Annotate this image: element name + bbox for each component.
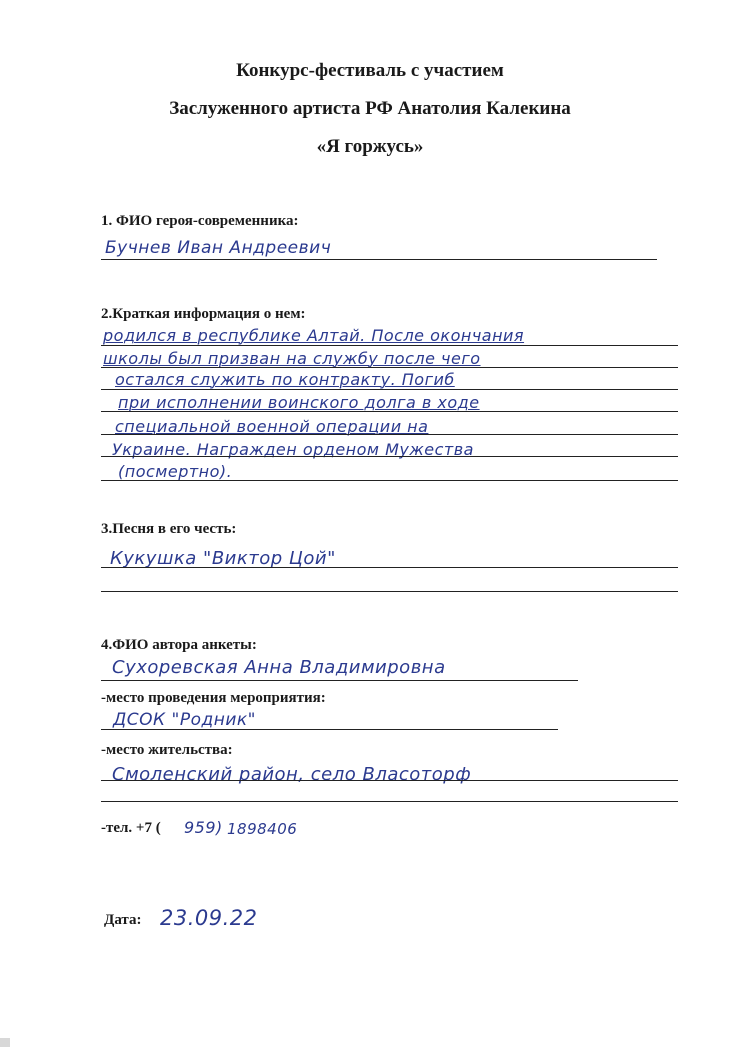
hero-name-answer: Бучнев Иван Андреевич [105, 238, 332, 258]
info-rule-6 [101, 456, 678, 457]
venue-rule [101, 729, 558, 730]
info-line-1: родился в республике Алтай. После окончания [103, 326, 525, 345]
date-value: 23.09.22 [160, 906, 258, 930]
residence-rule-2 [101, 801, 678, 802]
phone-code: 959) [184, 818, 223, 837]
info-rule-2 [101, 367, 678, 368]
info-line-6: Украине. Награжден орденом Мужества [112, 440, 474, 459]
info-rule-4 [101, 411, 678, 412]
song-rule-2 [101, 591, 678, 592]
song-answer: Кукушка "Виктор Цой" [110, 548, 336, 569]
venue-answer: ДСОК "Родник" [113, 710, 256, 730]
hero-name-rule [101, 259, 657, 260]
scan-edge-mark [0, 1038, 10, 1047]
info-rule-3 [101, 389, 678, 390]
date-label: Дата: [104, 912, 142, 928]
info-rule-1 [101, 345, 678, 346]
residence-label: -место жительства: [101, 742, 233, 758]
venue-label: -место проведения мероприятия: [101, 690, 326, 706]
hero-name-label: 1. ФИО героя-современника: [101, 213, 299, 229]
info-rule-7 [101, 480, 678, 481]
info-line-7: (посмертно). [118, 462, 233, 481]
info-label: 2.Краткая информация о нем: [101, 306, 306, 322]
song-rule-1 [101, 567, 678, 568]
info-line-2: школы был призван на службу после чего [103, 349, 481, 368]
info-line-5: специальной военной операции на [115, 417, 429, 436]
info-line-4: при исполнении воинского долга в ходе [118, 393, 480, 412]
author-answer: Сухоревская Анна Владимировна [112, 657, 446, 678]
phone-label: -тел. +7 ( [101, 820, 161, 836]
author-label: 4.ФИО автора анкеты: [101, 637, 257, 653]
residence-answer: Смоленский район, село Власоторф [112, 764, 472, 785]
header-title-line3: «Я горжусь» [316, 136, 424, 157]
info-line-3: остался служить по контракту. Погиб [115, 370, 455, 389]
phone-number: 1898406 [227, 820, 298, 838]
song-label: 3.Песня в его честь: [101, 521, 237, 537]
header-title-line2: Заслуженного артиста РФ Анатолия Калекина [169, 98, 571, 119]
info-rule-5 [101, 434, 678, 435]
residence-rule-1 [101, 780, 678, 781]
header-title-line1: Конкурс-фестиваль с участием [236, 60, 504, 81]
author-rule [101, 680, 578, 681]
